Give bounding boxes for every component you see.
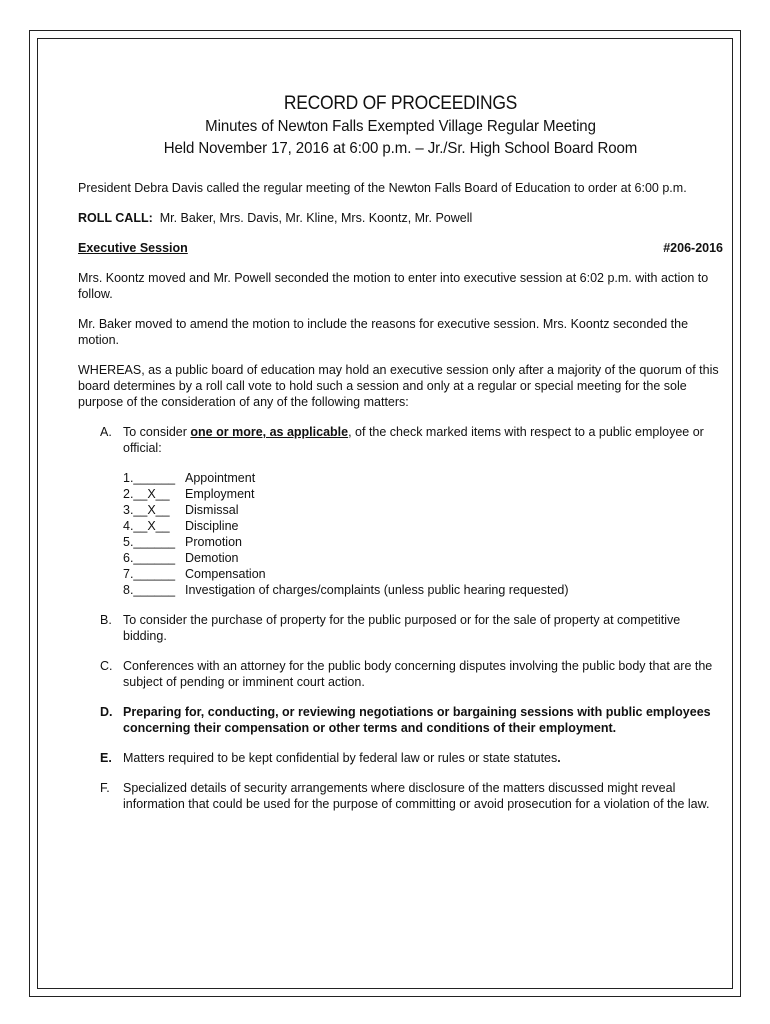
list-item-body — [123, 750, 723, 766]
intro-paragraph: President Debra Davis called the regular meeting of the Newton Falls Board of Education to order at 6:00 p.m. — [78, 181, 687, 195]
checklist-number: 1.______ — [123, 471, 176, 485]
list-item-body — [123, 424, 723, 598]
list-item-f — [100, 780, 723, 812]
list-item-b — [100, 612, 723, 644]
list-item-body: To consider the purchase of property for the public purposed or for the sale of property at competitive bidding. — [123, 613, 681, 643]
checklist — [123, 470, 723, 598]
list-item-body: Conferences with an attorney for the public body concerning disputes involving the public body that are the subject of pending or imminent court action. — [123, 659, 713, 689]
checklist-row — [123, 582, 723, 598]
section-heading-row — [78, 240, 723, 256]
checklist-number: 3.__X__ — [123, 503, 170, 517]
whereas-paragraph: WHEREAS, as a public board of education may hold an executive session only after a majority of the quorum of this board determines by a roll call vote to hold such a session and only at a regular or special meeting for the sole purpose of the consideration of any of the following matters: — [78, 363, 719, 409]
checklist-label: Demotion — [185, 551, 239, 565]
list-letter: D. — [100, 705, 113, 719]
list-letter: C. — [100, 659, 113, 673]
item-a-emphasis: one or more, as applicable — [190, 425, 349, 439]
checklist-row — [123, 566, 723, 582]
resolution-number: #206-2016 — [663, 241, 723, 255]
document-title: RECORD OF PROCEEDINGS — [283, 93, 518, 114]
meeting-date-location: Held November 17, 2016 at 6:00 p.m. – Jr./Sr. High School Board Room — [163, 140, 638, 157]
checklist-row — [123, 534, 723, 550]
roll-call — [78, 210, 723, 226]
list-item-c — [100, 658, 723, 690]
item-a-pre: To consider — [123, 425, 191, 439]
checklist-label: Promotion — [185, 535, 242, 549]
item-a-post: , of the check marked items with respect to a public employee or official: — [123, 425, 704, 455]
document-body — [78, 92, 723, 826]
motion-paragraph: Mrs. Koontz moved and Mr. Powell seconded the motion to enter into executive session at 6:02 p.m. with action to follow. — [78, 271, 709, 301]
checklist-number: 6.______ — [123, 551, 176, 565]
list-letter: F. — [100, 781, 110, 795]
list-item-a — [100, 424, 723, 598]
list-item-d — [100, 704, 723, 736]
list-item-e — [100, 750, 723, 766]
checklist-number: 8.______ — [123, 583, 176, 597]
meeting-name: Minutes of Newton Falls Exempted Village Regular Meeting — [205, 118, 596, 135]
roll-call-label: ROLL CALL: — [78, 211, 153, 225]
item-e-period: . — [557, 751, 561, 765]
checklist-label: Employment — [185, 487, 255, 501]
checklist-label: Appointment — [185, 471, 256, 485]
matters-list — [100, 424, 723, 812]
list-item-body: Preparing for, conducting, or reviewing negotiations or bargaining sessions with public employees concerning their compensation or other terms and conditions of their employment. — [123, 705, 711, 735]
list-letter: E. — [100, 751, 112, 765]
checklist-label: Investigation of charges/complaints (unless public hearing requested) — [185, 583, 569, 597]
checklist-row — [123, 470, 723, 486]
checklist-number: 5.______ — [123, 535, 176, 549]
amend-paragraph: Mr. Baker moved to amend the motion to include the reasons for executive session. Mrs. Koontz seconded the motion. — [78, 317, 689, 347]
item-e-text: Matters required to be kept confidential by federal law or rules or state statutes — [123, 751, 558, 765]
list-letter: A. — [100, 425, 112, 439]
roll-call-members: Mr. Baker, Mrs. Davis, Mr. Kline, Mrs. Koontz, Mr. Powell — [159, 211, 473, 225]
checklist-label: Compensation — [185, 567, 266, 581]
checklist-row — [123, 550, 723, 566]
list-item-body: Specialized details of security arrangements where disclosure of the matters discussed might reveal information that could be used for the purpose of committing or avoid prosecution for a violation of the law. — [123, 781, 710, 811]
checklist-row — [123, 502, 723, 518]
checklist-number: 4.__X__ — [123, 519, 170, 533]
section-heading: Executive Session — [78, 241, 188, 255]
checklist-row — [123, 518, 723, 534]
checklist-number: 2.__X__ — [123, 487, 170, 501]
checklist-number: 7.______ — [123, 567, 176, 581]
list-letter: B. — [100, 613, 112, 627]
checklist-label: Discipline — [185, 519, 239, 533]
checklist-label: Dismissal — [185, 503, 239, 517]
checklist-row — [123, 486, 723, 502]
